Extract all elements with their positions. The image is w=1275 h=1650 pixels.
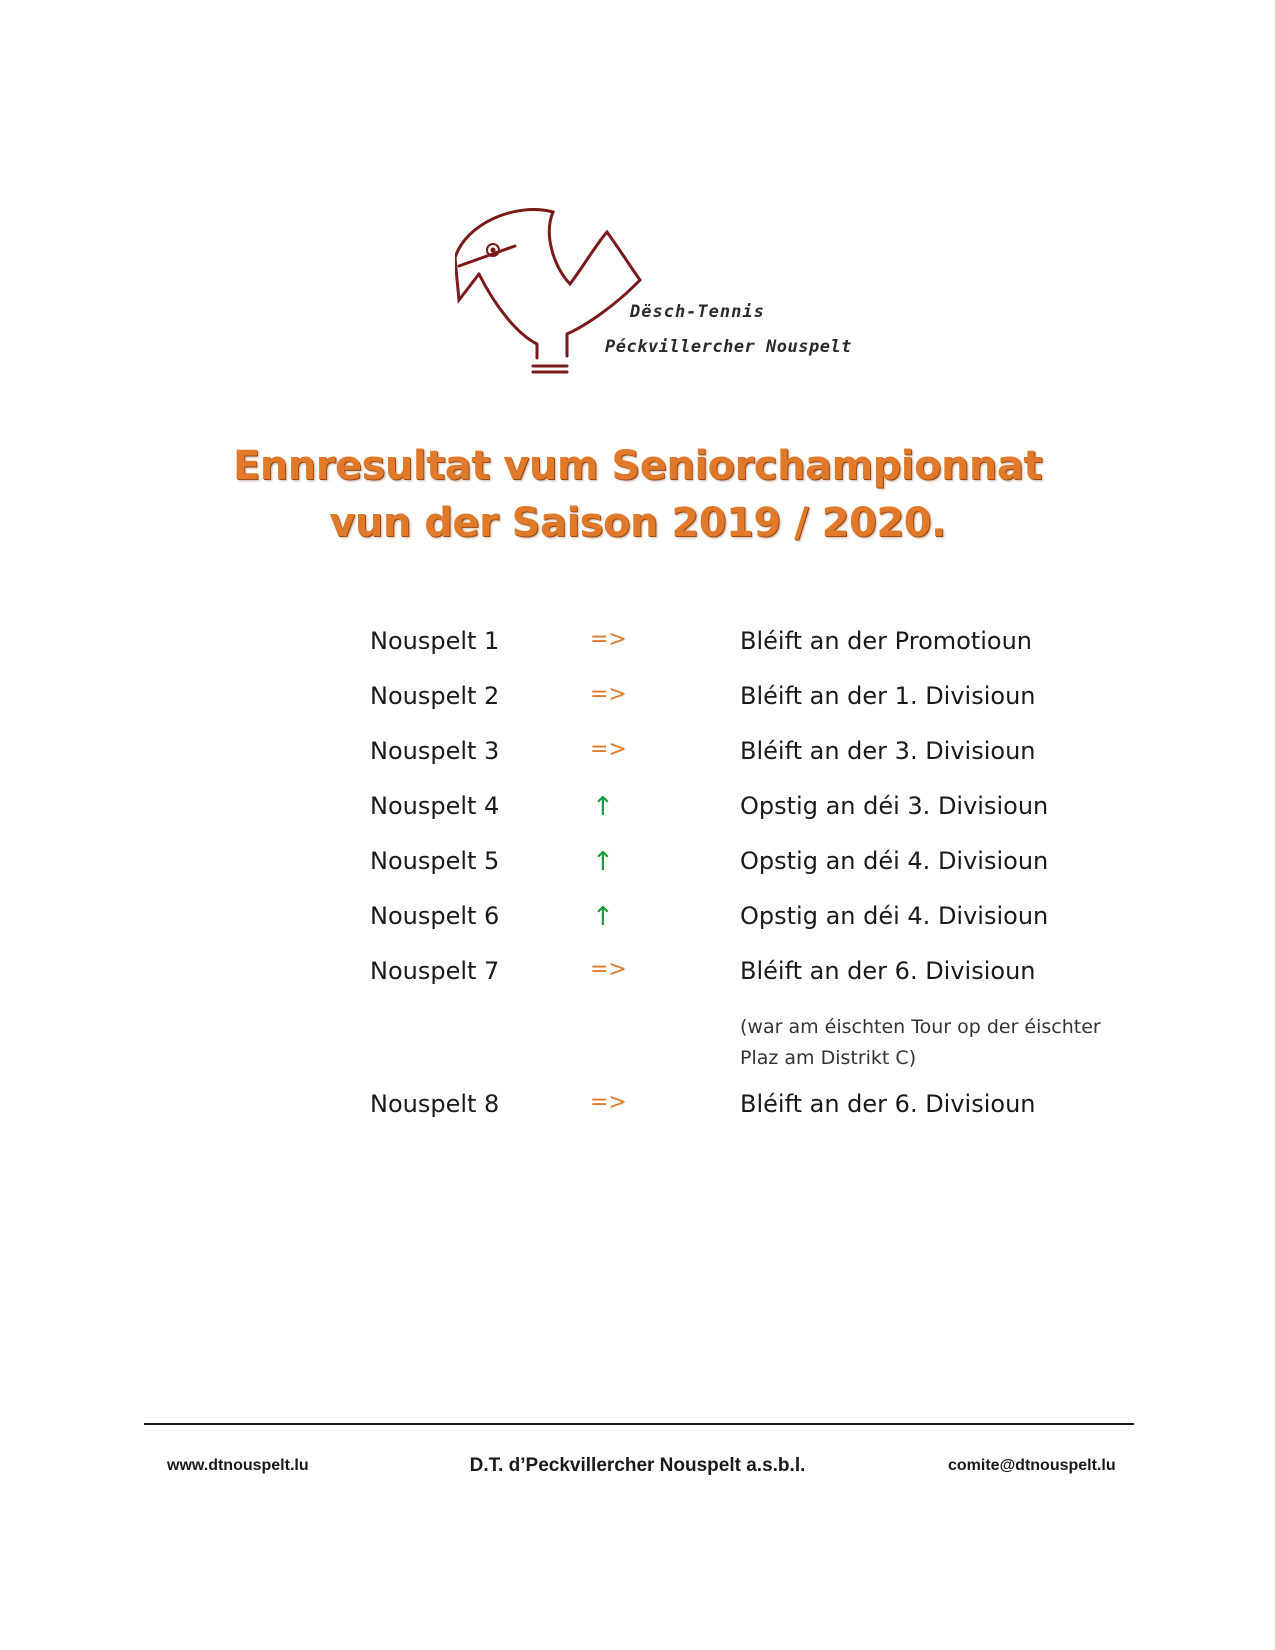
result-text: Bléift an der 6. Divisioun (740, 957, 1036, 985)
footer-divider (144, 1423, 1134, 1425)
result-text: Opstig an déi 4. Divisioun (740, 847, 1049, 875)
team-name: Nouspelt 6 (370, 902, 500, 930)
page-title-line-2: vun der Saison 2019 / 2020. (329, 500, 946, 546)
result-row (0, 737, 1275, 777)
up-arrow-icon: ↑ (592, 847, 614, 877)
result-text: Bléift an der 1. Divisioun (740, 682, 1036, 710)
footer-website-link[interactable]: www.dtnouspelt.lu (167, 1457, 309, 1474)
team-name: Nouspelt 8 (370, 1090, 500, 1118)
logo-line-2: Péckvillercher Nouspelt (605, 337, 852, 357)
result-note-line-2: Plaz am Distrikt C) (740, 1047, 917, 1069)
result-row (0, 682, 1275, 722)
team-name: Nouspelt 5 (370, 847, 500, 875)
up-arrow-icon: ↑ (592, 902, 614, 932)
logo-line-1: Dësch-Tennis (630, 302, 765, 322)
result-row (0, 627, 1275, 667)
stay-arrow-icon: => (590, 1090, 627, 1115)
stay-arrow-icon: => (590, 957, 627, 982)
team-name: Nouspelt 7 (370, 957, 500, 985)
result-row (0, 1090, 1275, 1130)
team-name: Nouspelt 1 (370, 627, 500, 655)
result-text: Bléift an der Promotioun (740, 627, 1032, 655)
result-row (0, 957, 1275, 997)
team-name: Nouspelt 4 (370, 792, 500, 820)
stay-arrow-icon: => (590, 682, 627, 707)
stay-arrow-icon: => (590, 737, 627, 762)
footer-club-name: D.T. d’Peckvillercher Nouspelt a.s.b.l. (469, 1455, 806, 1476)
team-name: Nouspelt 2 (370, 682, 500, 710)
result-row (0, 902, 1275, 942)
up-arrow-icon: ↑ (592, 792, 614, 822)
footer-email-link[interactable]: comite@dtnouspelt.lu (948, 1457, 1116, 1474)
page-title-line-1: Ennresultat vum Seniorchampionnat (232, 443, 1043, 489)
result-text: Opstig an déi 3. Divisioun (740, 792, 1049, 820)
stay-arrow-icon: => (590, 627, 627, 652)
club-logo (455, 206, 852, 381)
result-row (0, 847, 1275, 887)
result-row (0, 792, 1275, 832)
result-note-line-1: (war am éischten Tour op der éischter (740, 1016, 1101, 1038)
result-text: Bléift an der 6. Divisioun (740, 1090, 1036, 1118)
result-text: Opstig an déi 4. Divisioun (740, 902, 1049, 930)
result-text: Bléift an der 3. Divisioun (740, 737, 1036, 765)
team-name: Nouspelt 3 (370, 737, 500, 765)
